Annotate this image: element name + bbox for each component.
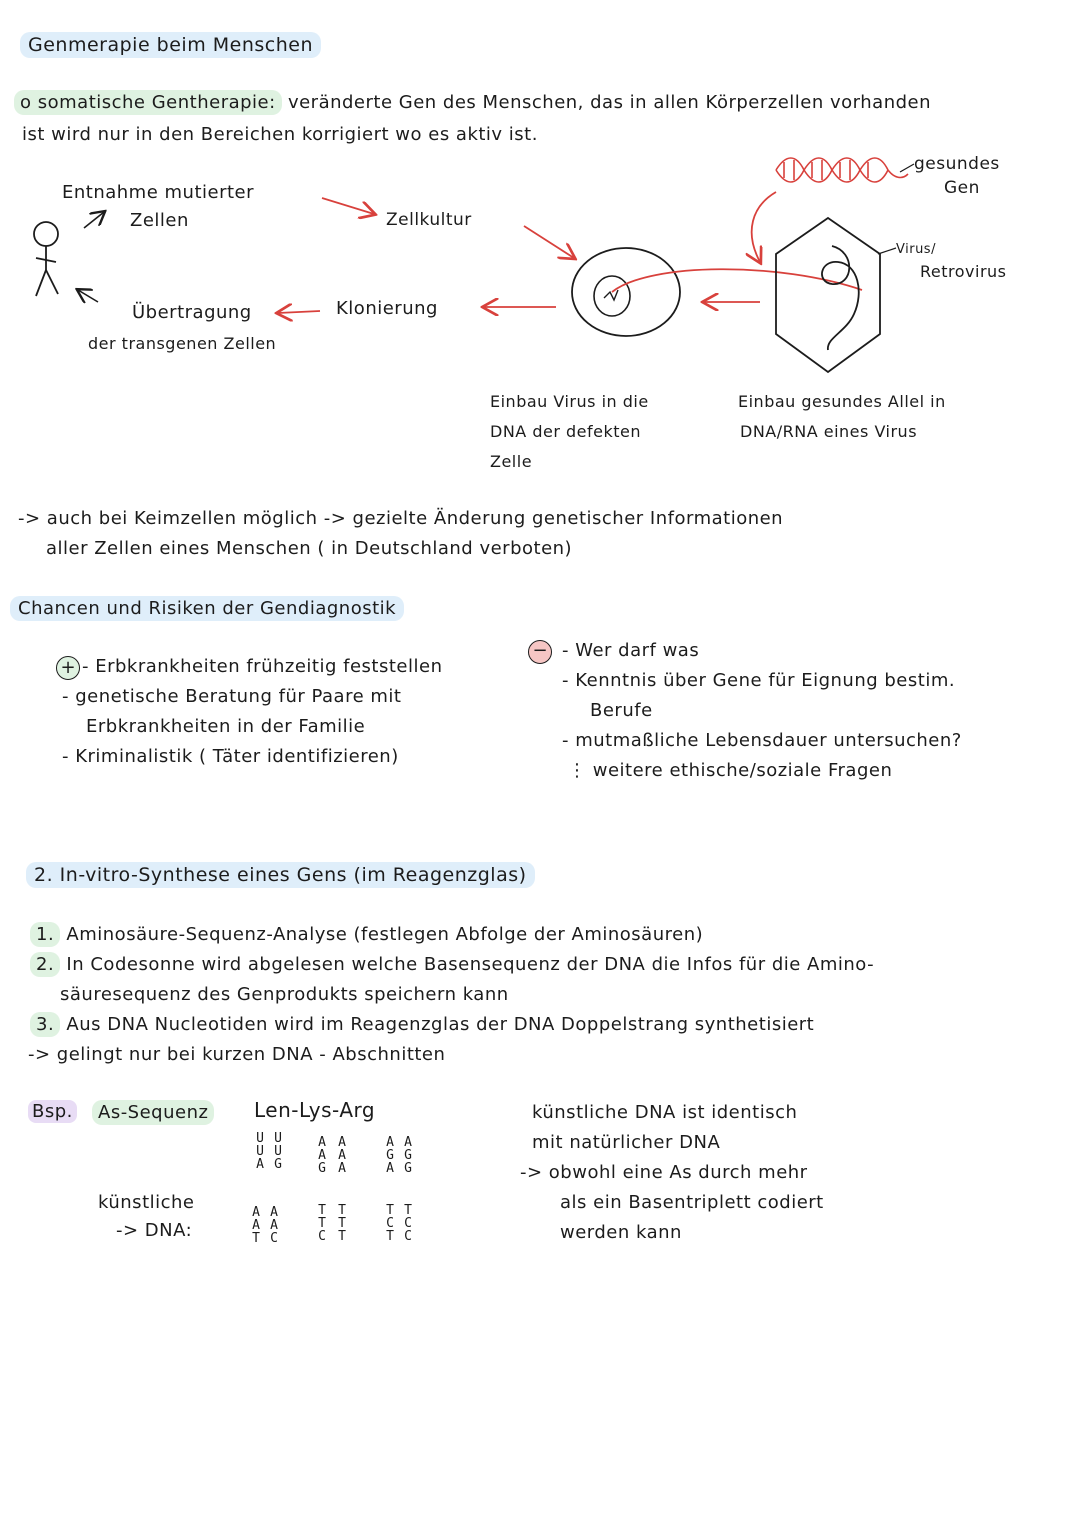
label-uebertragung-2: der transgenen Zellen (88, 334, 277, 353)
step-2 (30, 954, 874, 975)
mrna-codon-6: A G G (404, 1135, 412, 1176)
step-2-cont: säuresequenz des Genprodukts speichern kann (60, 984, 509, 1005)
label-zellkultur: Zellkultur (386, 210, 472, 230)
page-title: Genmerapie beim Menschen (20, 32, 321, 58)
kunst-label-2: -> DNA: (116, 1220, 193, 1241)
person-icon (34, 222, 58, 296)
label-einbau-virus-1: Einbau Virus in die (490, 392, 649, 411)
somatic-text-2: ist wird nur in den Bereichen korrigiert wo es aktiv ist. (22, 124, 538, 145)
as-sequence-label: As-Sequenz (92, 1100, 214, 1125)
con-4: - mutmaßliche Lebensdauer untersuchen? (562, 730, 962, 751)
mrna-codon-3: A A G (318, 1135, 326, 1176)
virus-icon (776, 218, 880, 372)
arrow-to-zellkultur (322, 198, 374, 214)
minus-icon: − (528, 640, 552, 664)
note-keimzellen-1: -> auch bei Keimzellen möglich -> gezielte Änderung genetischer Informationen (18, 508, 784, 529)
step-3 (30, 1014, 814, 1035)
pro-3: Erbkrankheiten in der Familie (86, 716, 366, 737)
label-virus-2: Retrovirus (920, 262, 1007, 281)
mrna-codon-5: A G A (386, 1135, 394, 1176)
step-3-text: Aus DNA Nucleotiden wird im Reagenzglas der DNA Doppelstrang synthetisiert (66, 1014, 815, 1035)
con-5: ⋮ weitere ethische/soziale Fragen (568, 760, 893, 781)
label-einbau-allel-2: DNA/RNA eines Virus (740, 422, 918, 441)
dna-codon-6: T C C (404, 1203, 412, 1244)
arrow-klonierung-to-uebertragung (278, 311, 320, 313)
dna-codon-5: T C T (386, 1203, 394, 1244)
step-1-num: 1. (30, 922, 60, 947)
pro-4: - Kriminalistik ( Täter identifizieren) (62, 746, 399, 767)
step-2-num: 2. (30, 952, 60, 977)
label-gesundes-gen-2: Gen (944, 178, 980, 198)
step-2-text: In Codesonne wird abgelesen welche Basensequenz der DNA die Infos für die Amino- (66, 954, 875, 975)
somatic-label: o somatische Gentherapie: (14, 90, 282, 115)
pro-1: - Erbkrankheiten frühzeitig feststellen (82, 656, 443, 677)
arrow-gene-to-virus (752, 192, 776, 262)
step-3-num: 3. (30, 1012, 60, 1037)
result-note: -> gelingt nur bei kurzen DNA - Abschnitten (28, 1044, 446, 1065)
right-note-3: -> obwohl eine As durch mehr (520, 1162, 808, 1183)
dna-codon-3: T T C (318, 1203, 326, 1244)
arrow-to-cell (524, 226, 574, 258)
bsp-label: Bsp. (28, 1100, 77, 1123)
right-note-5: werden kann (560, 1222, 682, 1243)
right-note-4: als ein Basentriplett codiert (560, 1192, 824, 1213)
right-note-1: künstliche DNA ist identisch (532, 1102, 798, 1123)
plus-icon: + (56, 656, 80, 680)
section-title-in-vitro: 2. In-vitro-Synthese eines Gens (im Reagenzglas) (26, 862, 535, 888)
label-einbau-virus-2: DNA der defekten (490, 422, 641, 441)
label-einbau-allel-1: Einbau gesundes Allel in (738, 392, 946, 411)
note-keimzellen-2: aller Zellen eines Menschen ( in Deutschland verboten) (46, 538, 573, 559)
healthy-gene-icon (776, 158, 908, 182)
dna-codon-2: A A C (270, 1205, 278, 1246)
step-1-text: Aminosäure-Sequenz-Analyse (festlegen Abfolge der Aminosäuren) (66, 924, 704, 945)
label-uebertragung-1: Übertragung (132, 302, 252, 323)
con-2: - Kenntnis über Gene für Eignung bestim. (562, 670, 956, 691)
label-virus-1: Virus/ (896, 242, 936, 257)
kunst-label-1: künstliche (98, 1192, 195, 1213)
arrow-entnahme (84, 212, 104, 228)
right-note-2: mit natürlicher DNA (532, 1132, 721, 1153)
as-sequence: Len-Lys-Arg (254, 1098, 376, 1122)
mrna-codon-1: U U A (256, 1131, 264, 1172)
con-3: Berufe (590, 700, 653, 721)
mrna-codon-2: U U G (274, 1131, 282, 1172)
label-gesundes-gen-1: gesundes (914, 154, 1000, 174)
dna-codon-4: T T T (338, 1203, 346, 1244)
pro-2: - genetische Beratung für Paare mit (62, 686, 402, 707)
label-klonierung: Klonierung (336, 298, 438, 319)
dna-codon-1: A A T (252, 1205, 260, 1246)
somatic-text-1: veränderte Gen des Menschen, das in allen Körperzellen vorhanden (287, 92, 932, 113)
step-1 (30, 924, 703, 945)
label-entnahme-1: Entnahme mutierter (62, 182, 255, 203)
section-title-gendiagnostik: Chancen und Risiken der Gendiagnostik (10, 596, 404, 621)
arrow-to-person (78, 290, 98, 302)
con-1: - Wer darf was (562, 640, 700, 661)
mrna-codon-4: A A A (338, 1135, 346, 1176)
cell-icon (572, 248, 862, 336)
label-entnahme-2: Zellen (130, 210, 189, 231)
label-einbau-virus-3: Zelle (490, 452, 533, 471)
